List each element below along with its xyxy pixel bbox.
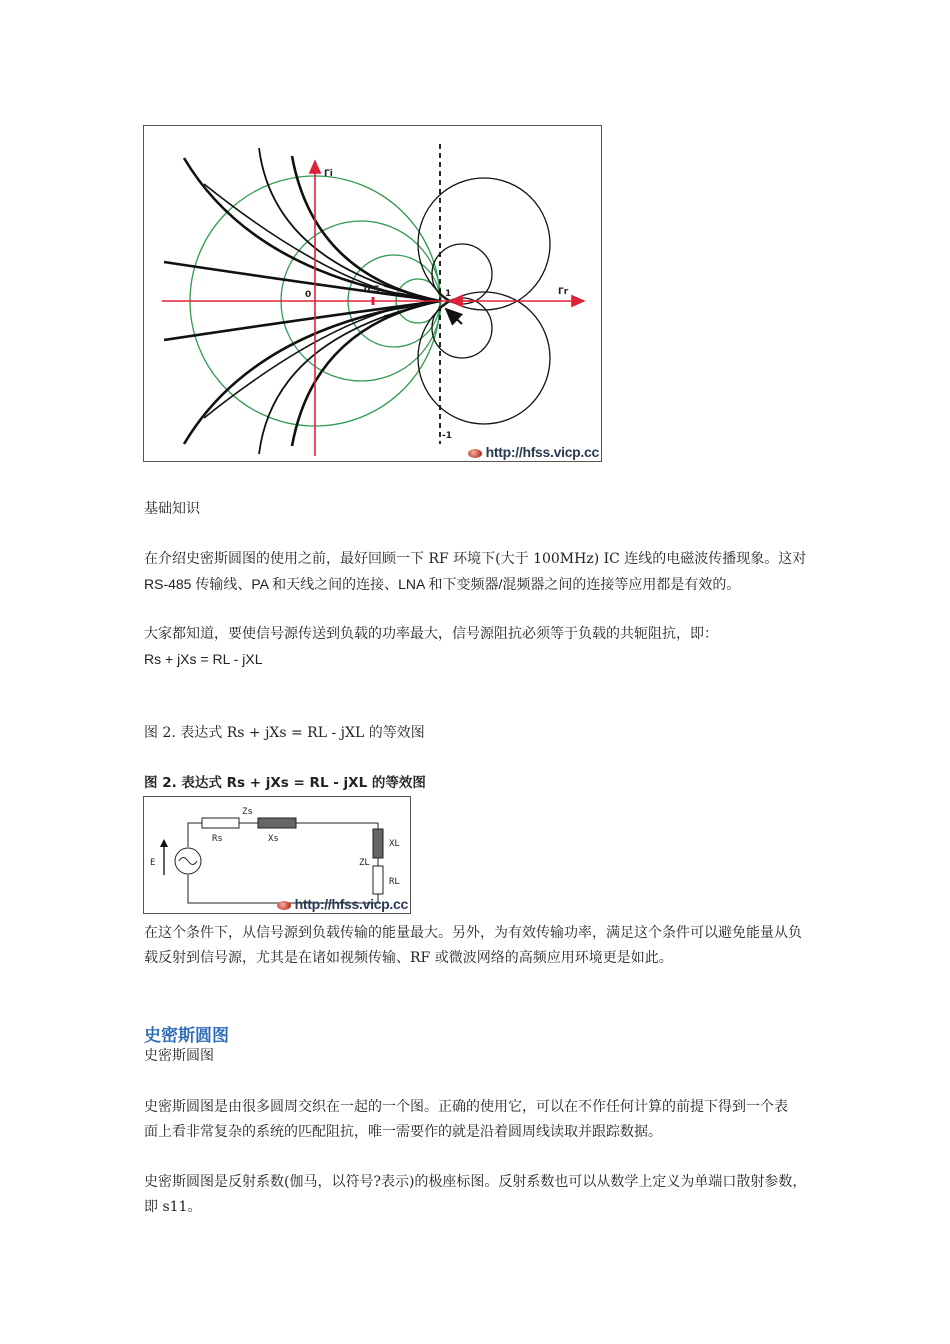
minus-one-label: -1 bbox=[442, 431, 452, 441]
xl-reactance bbox=[373, 829, 383, 858]
paragraph-reflection-line2: 即 s11。 bbox=[144, 1199, 202, 1215]
paragraph-intro-line2: RS-485 传输线、PA 和天线之间的连接、LNA 和下变频器/混频器之间的连接等应用都是有效的。 bbox=[144, 576, 741, 592]
paragraph-intro-line1: 在介绍史密斯圆图的使用之前，最好回顾一下 RF 环境下(大于 100MHz) IC 连线的电磁波传播现象。这对 bbox=[144, 551, 807, 567]
equation-text: Rs + jXs = RL - jXL bbox=[144, 651, 263, 667]
label-RL: RL bbox=[389, 877, 400, 887]
xs-reactance bbox=[258, 818, 296, 828]
watermark-logo-icon bbox=[277, 901, 291, 910]
watermark-2-text: http://hfss.vicp.cc bbox=[294, 896, 408, 912]
section-subtitle-smith-chart: 史密斯圆图 bbox=[144, 1048, 214, 1064]
paragraph-power-line1: 大家都知道，要使信号源传送到负载的功率最大，信号源阻抗必须等于负载的共轭阻抗，即： bbox=[144, 626, 718, 642]
watermark-1-text: http://hfss.vicp.cc bbox=[485, 444, 599, 460]
watermark-2 bbox=[277, 896, 408, 912]
paragraph-reflection-line1: 史密斯圆图是反射系数(伽马，以符号?表示)的极座标图。反射系数也可以从数学上定义为单端口散射参数， bbox=[144, 1174, 807, 1190]
label-Zs: Zs bbox=[242, 807, 253, 817]
watermark-1 bbox=[468, 444, 599, 460]
label-XL: XL bbox=[389, 839, 400, 849]
figure2-caption-bold: 图 2. 表达式 Rs + jXs = RL - jXL 的等效图 bbox=[144, 775, 426, 791]
figure2-caption-plain: 图 2. 表达式 Rs + jXs = RL - jXL 的等效图 bbox=[144, 725, 425, 741]
origin-label: 0 bbox=[305, 290, 312, 300]
half-label: 0.5 bbox=[364, 285, 380, 295]
watermark-logo-icon bbox=[468, 449, 482, 458]
label-E: E bbox=[150, 858, 156, 868]
section-title-basics: 基础知识 bbox=[144, 501, 200, 517]
paragraph-smith-line1: 史密斯圆图是由很多圆周交织在一起的一个图。正确的使用它，可以在不作任何计算的前提下得到一个表 bbox=[144, 1099, 788, 1115]
gamma-i-label: Γi bbox=[324, 169, 333, 179]
smith-chart-svg bbox=[144, 126, 601, 461]
gamma-r-label: Γr bbox=[558, 287, 569, 297]
equivalent-circuit-figure bbox=[143, 796, 411, 914]
smith-chart-figure bbox=[143, 125, 602, 462]
label-ZL: ZL bbox=[359, 858, 370, 868]
paragraph-smith-line2: 面上看非常复杂的系统的匹配阻抗，唯一需要作的就是沿着圆周线读取并跟踪数据。 bbox=[144, 1124, 662, 1140]
label-Xs: Xs bbox=[268, 834, 279, 844]
one-label: 1 bbox=[445, 289, 452, 299]
pointer-arrow bbox=[446, 309, 462, 324]
paragraph-condition-line1: 在这个条件下，从信号源到负载传输的能量最大。另外，为有效传输功率，满足这个条件可以避免能量从负 bbox=[144, 925, 802, 941]
paragraph-condition-line2: 载反射到信号源，尤其是在诸如视频传输、RF 或微波网络的高频应用环境更是如此。 bbox=[144, 950, 673, 966]
section-heading-smith-chart: 史密斯圆图 bbox=[144, 1026, 229, 1046]
label-Rs: Rs bbox=[212, 834, 223, 844]
